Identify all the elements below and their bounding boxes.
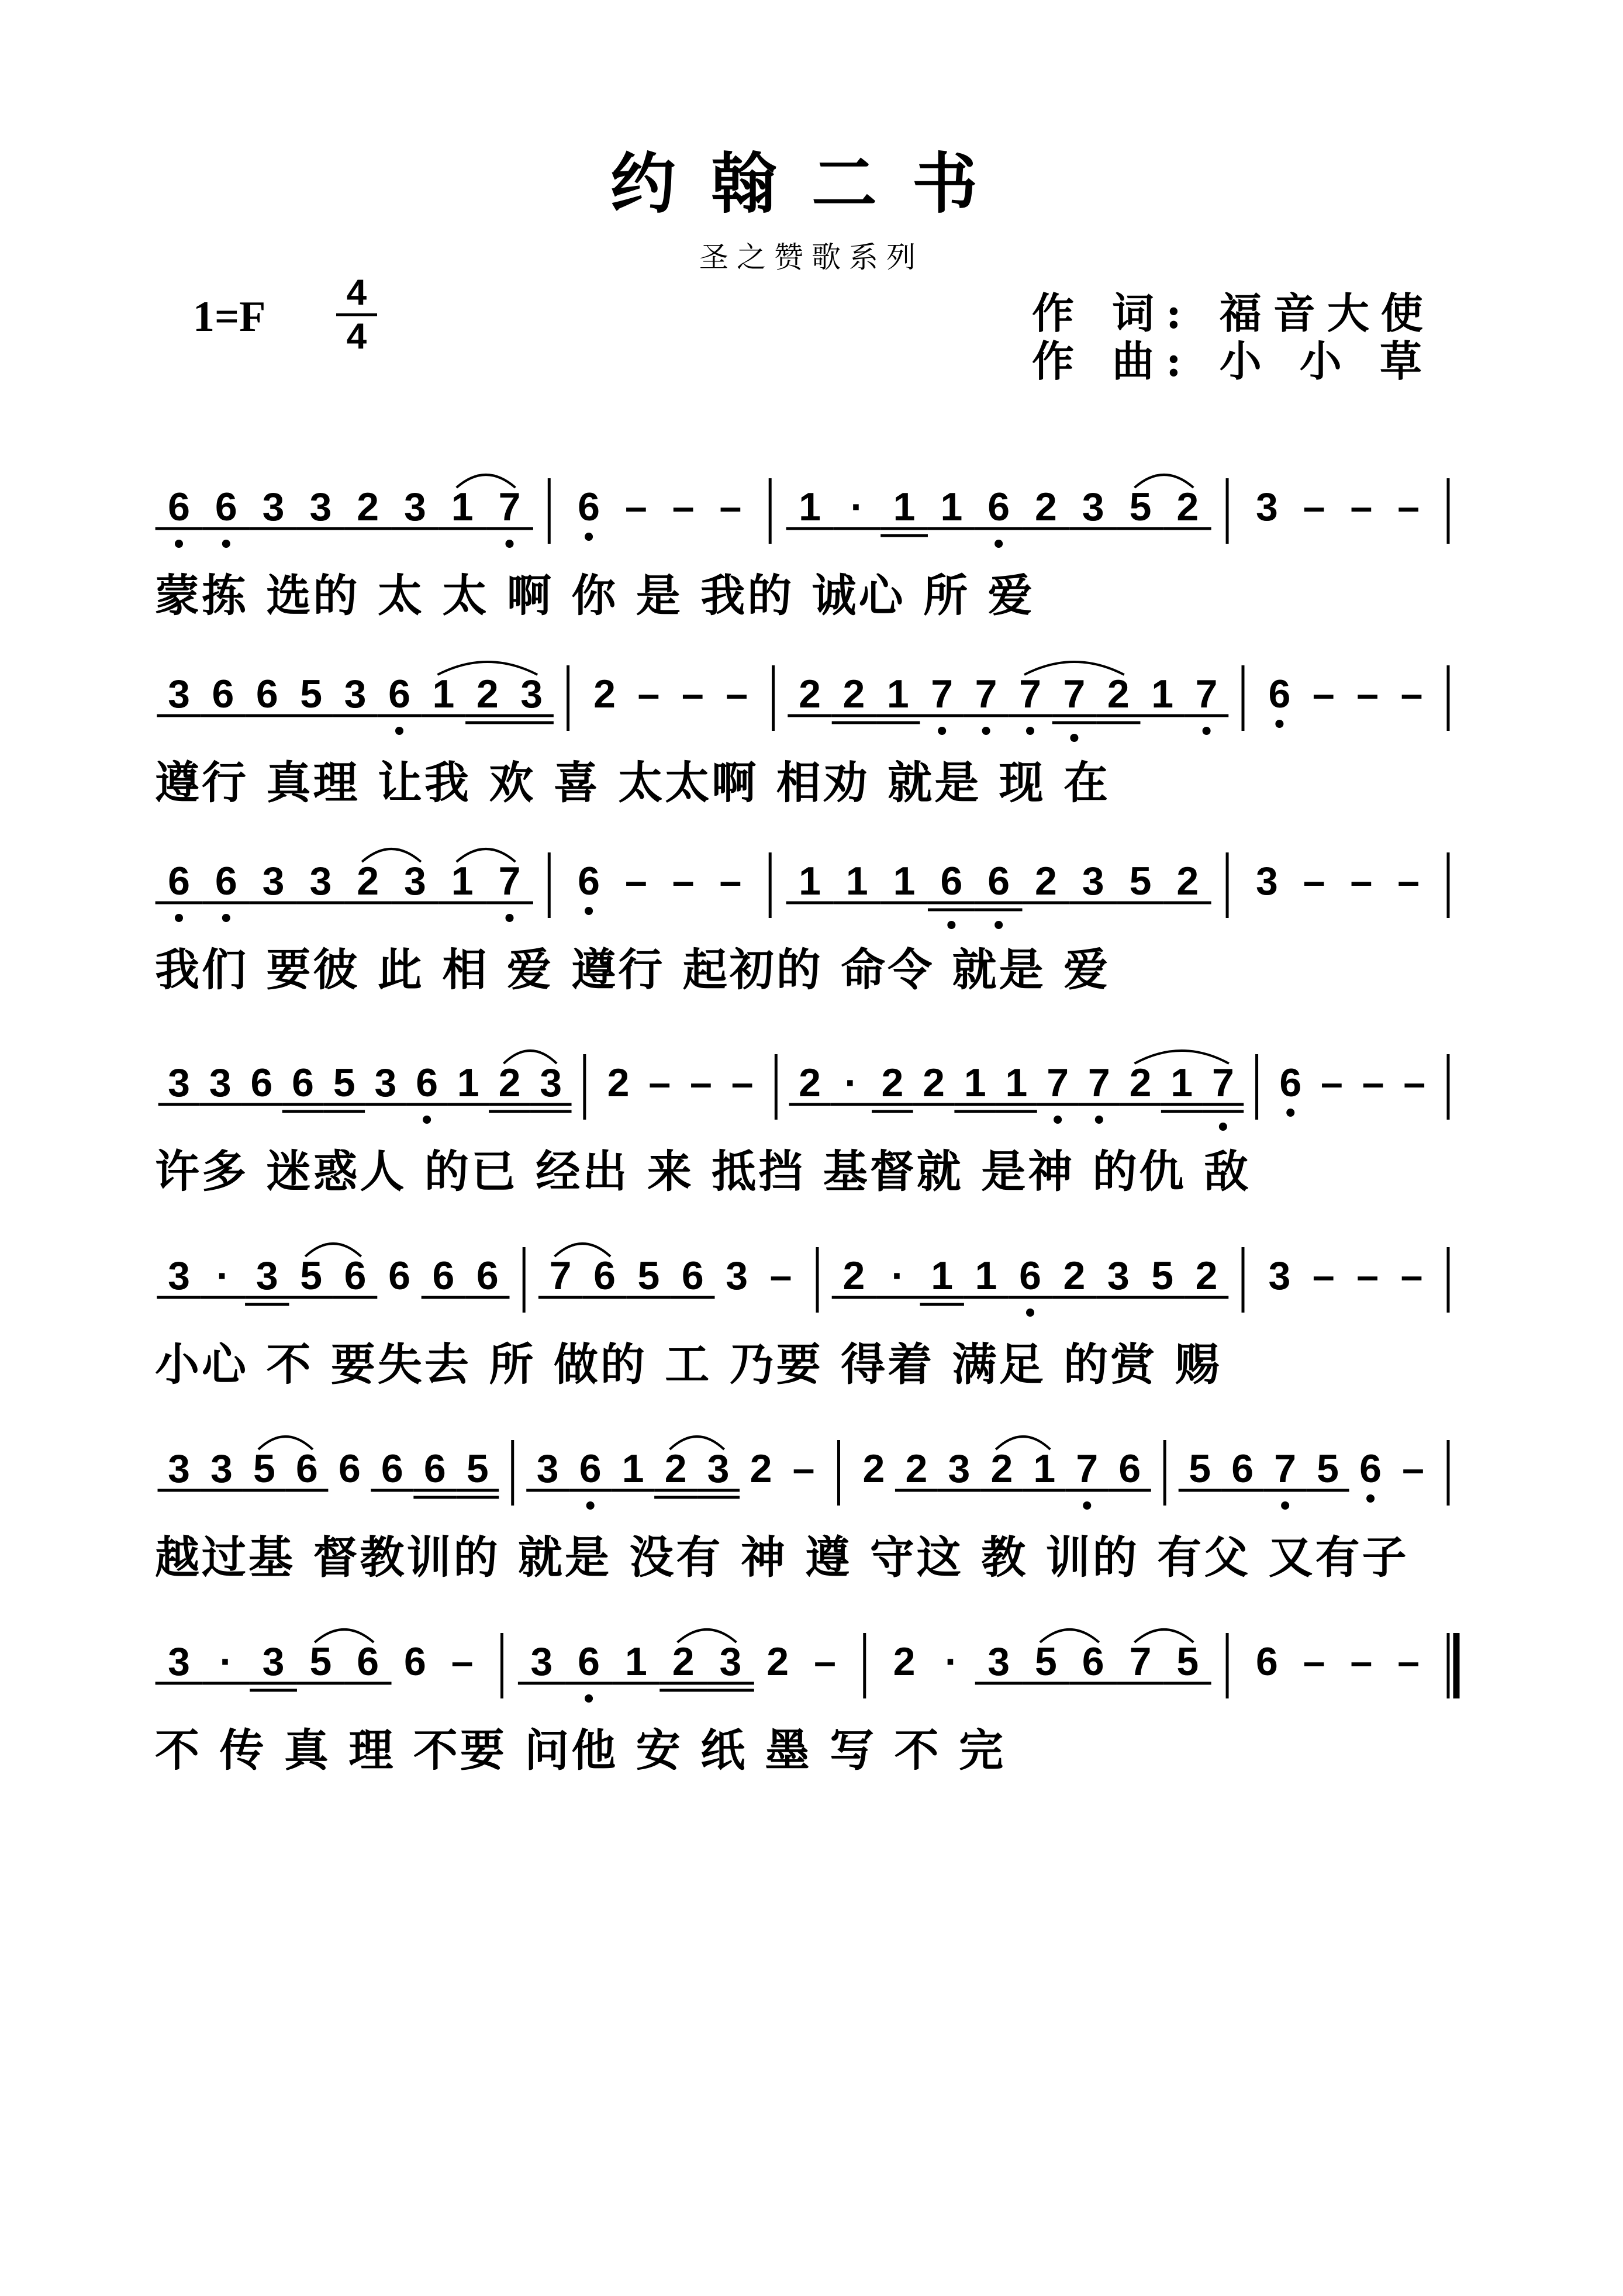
note: 3	[719, 1639, 742, 1684]
note: 6	[338, 1446, 361, 1491]
note: 6	[388, 1254, 410, 1298]
note: ·	[216, 1254, 230, 1298]
note: 5	[253, 1446, 275, 1491]
note: 6	[388, 672, 410, 716]
score-line	[0, 836, 1623, 1029]
low-octave-dot	[585, 533, 593, 541]
note: 2	[923, 1061, 945, 1105]
note: 1	[799, 485, 821, 529]
note: 6	[357, 1639, 379, 1684]
note: 6	[1268, 672, 1291, 716]
note: 6	[416, 1061, 438, 1105]
note: 6	[215, 485, 237, 529]
note: 6	[578, 485, 600, 529]
note: 6	[404, 1639, 426, 1684]
note: 6	[681, 1254, 704, 1298]
composer-credit: 作 曲: 小 小 草	[1032, 336, 1434, 386]
note: 5	[1189, 1446, 1211, 1491]
note: –	[1400, 672, 1423, 716]
note: 6	[987, 485, 1010, 529]
note: 1	[975, 1254, 997, 1298]
note: 6	[250, 1061, 273, 1105]
note: ·	[219, 1639, 233, 1684]
note: 3	[209, 1061, 232, 1105]
low-octave-dot	[506, 540, 514, 548]
note: 3	[540, 1061, 562, 1105]
note: 6	[215, 859, 237, 903]
note: 6	[212, 672, 234, 716]
note: 5	[1129, 485, 1152, 529]
note: 6	[1231, 1446, 1254, 1491]
note: 7	[498, 859, 521, 903]
note: 3	[987, 1639, 1010, 1684]
note: 3	[726, 1254, 748, 1298]
note: 7	[549, 1254, 572, 1298]
note: 3	[404, 485, 426, 529]
note: 3	[262, 485, 285, 529]
note: –	[792, 1446, 815, 1491]
note: 7	[1076, 1446, 1099, 1491]
note: 2	[1035, 485, 1057, 529]
note: 1	[451, 859, 474, 903]
low-octave-dot	[1054, 1116, 1062, 1124]
note: –	[1350, 485, 1373, 529]
note: –	[731, 1061, 754, 1105]
note: 2	[593, 672, 616, 716]
low-octave-dot	[1286, 1109, 1294, 1117]
note: 6	[1019, 1254, 1041, 1298]
low-octave-dot	[395, 727, 403, 735]
low-octave-dot	[947, 921, 955, 929]
note: 2	[799, 672, 821, 716]
note: 1	[457, 1061, 479, 1105]
note: –	[719, 859, 742, 903]
note: 2	[881, 1061, 904, 1105]
note: 3	[168, 1061, 190, 1105]
note: 6	[987, 859, 1010, 903]
note: 3	[262, 859, 285, 903]
note: 6	[344, 1254, 367, 1298]
note: 1	[432, 672, 455, 716]
low-octave-dot	[1203, 727, 1211, 735]
note: 3	[210, 1446, 233, 1491]
note: 3	[1255, 485, 1278, 529]
note: 2	[672, 1639, 695, 1684]
note: 2	[357, 859, 379, 903]
note: 6	[168, 859, 190, 903]
note: 2	[905, 1446, 928, 1491]
note: –	[1397, 859, 1420, 903]
note: 6	[381, 1446, 403, 1491]
note: 2	[766, 1639, 789, 1684]
note: –	[1350, 859, 1373, 903]
note: ·	[844, 1061, 858, 1105]
page-title: 约翰二书	[610, 146, 1013, 222]
key-signature: 1=F	[193, 293, 266, 341]
low-octave-dot	[1275, 720, 1283, 728]
lyric-line: 越过基 督教训的 就是 没有 神 遵 守这 教 训的 有父 又有子	[155, 1531, 1409, 1583]
low-octave-dot	[585, 907, 593, 915]
low-octave-dot	[1095, 1116, 1103, 1124]
note: 1	[1170, 1061, 1193, 1105]
note: 2	[607, 1061, 630, 1105]
score-line	[0, 649, 1623, 842]
note: 2	[1035, 859, 1057, 903]
note: 2	[862, 1446, 885, 1491]
note: –	[1397, 1639, 1420, 1684]
note: 7	[1195, 672, 1218, 716]
lyric-line: 蒙拣 选的 太 太 啊 你 是 我的 诚心 所 爱	[155, 569, 1035, 622]
note: 5	[333, 1061, 355, 1105]
note: –	[1303, 859, 1325, 903]
note: –	[1356, 672, 1379, 716]
note: 7	[498, 485, 521, 529]
note: 2	[750, 1446, 772, 1491]
note: 5	[466, 1446, 489, 1491]
score-line	[0, 1424, 1623, 1617]
note: 1	[893, 859, 916, 903]
note: 1	[893, 485, 916, 529]
note: 3	[1082, 859, 1104, 903]
low-octave-dot	[175, 914, 183, 922]
note: 1	[1033, 1446, 1056, 1491]
note: 2	[799, 1061, 821, 1105]
note: 3	[168, 1446, 190, 1491]
lyric-line: 我们 要彼 此 相 爱 遵行 起初的 命令 就是 爱	[155, 944, 1111, 996]
note: 1	[1151, 672, 1174, 716]
time-signature	[336, 272, 377, 357]
low-octave-dot	[222, 914, 230, 922]
note: 6	[578, 859, 600, 903]
note: –	[690, 1061, 712, 1105]
note: 2	[1063, 1254, 1086, 1298]
note: 3	[309, 859, 332, 903]
note: 3	[309, 485, 332, 529]
note: –	[672, 859, 695, 903]
note: 2	[990, 1446, 1013, 1491]
note: –	[1403, 1061, 1426, 1105]
note: –	[1312, 672, 1335, 716]
note: –	[719, 485, 742, 529]
note: 3	[948, 1446, 971, 1491]
note: 7	[1019, 672, 1041, 716]
note: 1	[845, 859, 868, 903]
low-octave-dot	[175, 540, 183, 548]
note: 7	[1274, 1446, 1297, 1491]
note: 1	[964, 1061, 986, 1105]
note: 6	[423, 1446, 446, 1491]
note: 6	[1359, 1446, 1382, 1491]
note: 5	[300, 672, 323, 716]
note: 2	[1176, 485, 1199, 529]
note: 5	[309, 1639, 332, 1684]
note: –	[624, 859, 647, 903]
note: –	[1303, 485, 1325, 529]
note: 2	[1107, 672, 1130, 716]
note: 6	[1082, 1639, 1104, 1684]
note: 3	[536, 1446, 559, 1491]
low-octave-dot	[1366, 1494, 1375, 1503]
note: 7	[975, 672, 997, 716]
note: 6	[432, 1254, 455, 1298]
score-line	[0, 1038, 1623, 1231]
note: 1	[931, 1254, 954, 1298]
note: 2	[842, 1254, 865, 1298]
series-subtitle: 圣之赞歌系列	[699, 240, 924, 274]
note: 5	[1317, 1446, 1339, 1491]
note: 2	[664, 1446, 687, 1491]
note: –	[681, 672, 704, 716]
note: 1	[1005, 1061, 1028, 1105]
note: 2	[476, 672, 499, 716]
note: 3	[168, 1639, 190, 1684]
low-octave-dot	[585, 1694, 593, 1703]
note: ·	[945, 1639, 958, 1684]
note: 6	[168, 485, 190, 529]
note: ·	[850, 485, 864, 529]
low-octave-dot	[586, 1501, 595, 1510]
note: –	[769, 1254, 792, 1298]
time-signature-denominator: 4	[346, 316, 367, 357]
note: 6	[255, 672, 278, 716]
note: 7	[1047, 1061, 1069, 1105]
note: 1	[624, 1639, 647, 1684]
time-signature-numerator: 4	[346, 272, 367, 313]
note: 2	[498, 1061, 521, 1105]
note: 6	[593, 1254, 616, 1298]
note: 2	[893, 1639, 916, 1684]
note: –	[1362, 1061, 1384, 1105]
note: 7	[1063, 672, 1086, 716]
note: –	[1350, 1639, 1373, 1684]
note: 3	[262, 1639, 285, 1684]
note: –	[624, 485, 647, 529]
lyric-line: 许多 迷惑人 的已 经出 来 抵挡 基督就 是神 的仇 敌	[155, 1145, 1251, 1197]
note: 2	[1195, 1254, 1218, 1298]
note: 5	[1129, 859, 1152, 903]
note: 6	[940, 859, 963, 903]
note: –	[451, 1639, 474, 1684]
note: 3	[168, 672, 190, 716]
score-line	[0, 1617, 1623, 1810]
note: 3	[404, 859, 426, 903]
note: –	[637, 672, 660, 716]
note: –	[1321, 1061, 1343, 1105]
note: 2	[357, 485, 379, 529]
note: 7	[1211, 1061, 1234, 1105]
low-octave-dot	[222, 540, 230, 548]
note: 2	[842, 672, 865, 716]
low-octave-dot	[994, 540, 1003, 548]
note: 2	[1176, 859, 1199, 903]
note: 1	[621, 1446, 644, 1491]
low-octave-dot	[994, 921, 1003, 929]
low-octave-dot	[1070, 734, 1078, 742]
lyricist-credit: 作 词: 福音大使	[1032, 288, 1435, 338]
note: –	[1402, 1446, 1424, 1491]
low-octave-dot	[506, 914, 514, 922]
note: –	[648, 1061, 671, 1105]
note: –	[1312, 1254, 1335, 1298]
lyric-line: 遵行 真理 让我 欢 喜 太太啊 相劝 就是 现 在	[155, 757, 1111, 809]
lyric-line: 小心 不 要失去 所 做的 工 乃要 得着 满足 的赏 赐	[155, 1338, 1222, 1390]
note: 3	[374, 1061, 397, 1105]
note: 6	[579, 1446, 602, 1491]
low-octave-dot	[1219, 1123, 1227, 1131]
note: 3	[1255, 859, 1278, 903]
note: 5	[637, 1254, 660, 1298]
note: 2	[1129, 1061, 1152, 1105]
note: 6	[1118, 1446, 1141, 1491]
score-line	[0, 1231, 1623, 1424]
low-octave-dot	[1083, 1501, 1091, 1510]
note: 5	[1151, 1254, 1174, 1298]
note: –	[1397, 485, 1420, 529]
note: 3	[1082, 485, 1104, 529]
note: –	[1400, 1254, 1423, 1298]
note: 3	[530, 1639, 553, 1684]
score-line	[0, 462, 1623, 655]
note: –	[814, 1639, 836, 1684]
note: 3	[255, 1254, 278, 1298]
note: –	[1356, 1254, 1379, 1298]
low-octave-dot	[982, 727, 990, 735]
lyric-line: 不 传 真 理 不要 问他 安 纸 墨 写 不 完	[155, 1724, 1006, 1776]
note: 3	[344, 672, 367, 716]
note: 1	[799, 859, 821, 903]
note: 3	[707, 1446, 730, 1491]
note: 1	[940, 485, 963, 529]
note: –	[672, 485, 695, 529]
note: 5	[1176, 1639, 1199, 1684]
low-octave-dot	[1281, 1501, 1289, 1510]
note: 1	[886, 672, 909, 716]
note: 3	[168, 1254, 190, 1298]
note: –	[1303, 1639, 1325, 1684]
note: 6	[295, 1446, 318, 1491]
note: 5	[300, 1254, 323, 1298]
low-octave-dot	[1026, 1308, 1034, 1317]
note: 6	[578, 1639, 600, 1684]
note: 1	[451, 485, 474, 529]
note: 6	[1255, 1639, 1278, 1684]
note: ·	[891, 1254, 905, 1298]
note: 7	[1087, 1061, 1110, 1105]
low-octave-dot	[1026, 727, 1034, 735]
note: 6	[292, 1061, 314, 1105]
note: 3	[520, 672, 543, 716]
note: 3	[1107, 1254, 1130, 1298]
note: 3	[1268, 1254, 1291, 1298]
note: –	[726, 672, 748, 716]
note: 6	[476, 1254, 499, 1298]
note: 5	[1035, 1639, 1057, 1684]
low-octave-dot	[423, 1116, 431, 1124]
note: 6	[1279, 1061, 1302, 1105]
low-octave-dot	[938, 727, 946, 735]
note: 7	[931, 672, 954, 716]
note: 7	[1129, 1639, 1152, 1684]
